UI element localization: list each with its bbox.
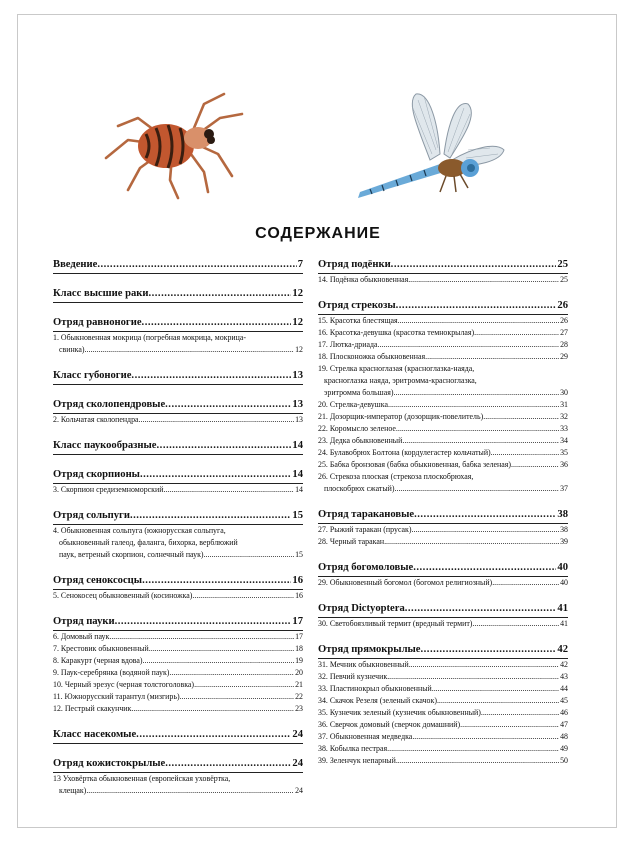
toc-entry[interactable] (318, 315, 568, 327)
toc-entry[interactable] (318, 339, 568, 351)
entry-title: 39. Зеленчук непарный (318, 756, 396, 765)
entry-title-line: 19. Стрелка красноглазая (красноглазка-наяда, (318, 364, 475, 373)
toc-entry[interactable] (318, 618, 568, 630)
dot-leader (432, 683, 559, 695)
page-number: 24 (292, 758, 303, 769)
toc-entry[interactable] (318, 707, 568, 719)
page-number: 20 (295, 668, 303, 677)
page-number: 38 (557, 509, 568, 520)
page-number: 25 (560, 275, 568, 284)
entry-title-line: 26. Стрекоза плоская (стрекоза плоскобрюхая, (318, 472, 474, 481)
entry-title: 20. Стрелка-девушка (318, 400, 388, 409)
toc-section-heading[interactable] (53, 258, 303, 274)
page-number: 12 (292, 317, 303, 328)
section-title: Отряд сеноксосцы (53, 575, 143, 586)
page-number: 38 (560, 525, 568, 534)
section-title: Класс губоногие (53, 370, 132, 381)
dot-leader (165, 757, 291, 770)
dot-leader (149, 643, 294, 655)
toc-entry[interactable] (318, 536, 568, 548)
toc-section-heading[interactable] (53, 439, 303, 455)
page-number: 14 (292, 440, 303, 451)
dot-leader (131, 369, 291, 382)
entry-last-line (53, 785, 303, 797)
toc-section-heading[interactable] (318, 299, 568, 315)
page-number: 17 (292, 616, 303, 627)
toc-section-heading[interactable] (53, 728, 303, 744)
dot-leader (388, 399, 559, 411)
toc-entry[interactable] (318, 411, 568, 423)
dot-leader (109, 631, 294, 643)
toc-entry[interactable] (53, 631, 303, 643)
page-number: 45 (560, 696, 568, 705)
toc-entry[interactable] (318, 683, 568, 695)
entry-title: 9. Паук-серебрянка (водяной паук) (53, 668, 170, 677)
toc-entry[interactable] (318, 577, 568, 589)
dot-leader (85, 344, 295, 356)
dot-leader (402, 435, 559, 447)
dot-leader (393, 387, 559, 399)
dot-leader (472, 618, 559, 630)
entry-title: 31. Мечник обыкновенный (318, 660, 409, 669)
entry-title: 17. Лютка-дриада (318, 340, 378, 349)
dragonfly-illustration (340, 88, 530, 208)
section-title: Отряд сольпуги (53, 510, 130, 521)
section-title: Отряд стрекозы (318, 300, 396, 311)
page-number: 41 (557, 603, 568, 614)
dot-leader (169, 667, 294, 679)
page-number: 28 (560, 340, 568, 349)
dot-leader (481, 707, 559, 719)
page-number: 27 (560, 328, 568, 337)
toc-entry[interactable] (53, 590, 303, 602)
entry-last-line (318, 483, 568, 495)
page-number: 40 (557, 562, 568, 573)
dot-leader (396, 423, 559, 435)
section-title: Класс насекомые (53, 729, 137, 740)
toc-section-heading[interactable] (318, 258, 568, 274)
page-number: 32 (560, 412, 568, 421)
dot-leader (142, 316, 292, 329)
section-title: Отряд прямокрылые (318, 644, 421, 655)
entry-title: 29. Обыкновенный богомол (богомол религиозный) (318, 578, 493, 587)
entry-title: 7. Крестовик обыкновенный (53, 644, 149, 653)
entry-title-line: плоскобрюх сжатый) (324, 484, 395, 493)
toc-entry[interactable] (318, 695, 568, 707)
toc-entry[interactable] (53, 484, 303, 496)
dot-leader (421, 643, 557, 656)
dot-leader (387, 671, 559, 683)
toc-section-heading[interactable] (53, 757, 303, 773)
toc-entry[interactable] (53, 414, 303, 426)
page-number: 42 (560, 660, 568, 669)
page-number: 14 (295, 485, 303, 494)
toc-entry[interactable] (318, 351, 568, 363)
entry-title: 33. Пластинокрыл обыкновенный (318, 684, 432, 693)
toc-left-column (53, 258, 303, 797)
toc-section-heading[interactable] (53, 398, 303, 414)
spider-illustration (92, 88, 252, 200)
entry-title: 8. Каракурт (черная вдова) (53, 656, 143, 665)
dot-leader (474, 327, 559, 339)
section-title: Отряд таракановые (318, 509, 415, 520)
section-title: Отряд кожистокрылые (53, 758, 166, 769)
page-number: 40 (560, 578, 568, 587)
page-number: 31 (560, 400, 568, 409)
toc-entry[interactable] (53, 679, 303, 691)
toc-section-heading[interactable] (53, 287, 303, 303)
entry-title: 24. Булавобрюх Болтона (кордулегастер кольчатый) (318, 448, 491, 457)
page-number: 35 (560, 448, 568, 457)
page-number: 47 (560, 720, 568, 729)
page-number: 24 (292, 729, 303, 740)
entry-title: 16. Красотка-девушка (красотка темнокрылая) (318, 328, 475, 337)
entry-title: 14. Подёнка обыкновенная (318, 275, 409, 284)
toc-entry[interactable] (53, 525, 303, 561)
page-number: 46 (560, 708, 568, 717)
dot-leader (130, 509, 291, 522)
toc-entry[interactable] (318, 435, 568, 447)
page-number: 13 (295, 415, 303, 424)
dot-leader (131, 703, 294, 715)
section-title: Отряд богомоловые (318, 562, 414, 573)
page-number: 48 (560, 732, 568, 741)
entry-title: 38. Кобылка пестрая (318, 744, 388, 753)
entry-title-line: эритромма большая) (324, 388, 394, 397)
page-number: 29 (560, 352, 568, 361)
dot-leader (163, 484, 294, 496)
dot-leader (425, 351, 559, 363)
toc-entry[interactable] (318, 755, 568, 767)
dot-leader (136, 728, 291, 741)
page-number: 19 (295, 656, 303, 665)
dot-leader (492, 577, 559, 589)
entry-title: 3. Скорпион средиземноморский (53, 485, 164, 494)
toc-entry[interactable] (53, 703, 303, 715)
dot-leader (414, 508, 556, 521)
dot-leader (148, 287, 291, 300)
dot-leader (396, 299, 557, 312)
toc-section-heading[interactable] (318, 561, 568, 577)
dot-leader (413, 561, 556, 574)
entry-last-line (53, 549, 303, 561)
dot-leader (409, 659, 559, 671)
entry-title-line: 4. Обыкновенная сольпуга (южнорусская сольпуга, (53, 526, 226, 535)
dot-leader (180, 691, 295, 703)
toc-entry[interactable] (318, 659, 568, 671)
dot-leader (115, 615, 292, 628)
dot-leader (483, 411, 559, 423)
dot-leader (142, 574, 291, 587)
section-title: Отряд подёнки (318, 259, 391, 270)
page-number: 16 (295, 591, 303, 600)
entry-title: 30. Светобоязливый термит (вредный термит) (318, 619, 473, 628)
entry-title: 21. Дозорщик-император (дозорщик-повелитель) (318, 412, 484, 421)
page-number: 26 (557, 300, 568, 311)
toc-entry[interactable] (53, 667, 303, 679)
dot-leader (437, 695, 559, 707)
page-number: 23 (295, 704, 303, 713)
dot-leader (408, 274, 559, 286)
page-number: 25 (557, 259, 568, 270)
entry-title: 15. Красотка блестящая (318, 316, 398, 325)
toc-entry[interactable] (318, 743, 568, 755)
toc-entry[interactable] (318, 459, 568, 471)
page-number: 44 (560, 684, 568, 693)
section-title: Отряд равноногие (53, 317, 142, 328)
page-number: 24 (295, 786, 303, 795)
entry-title: 18. Плосконожка обыкновенная (318, 352, 426, 361)
dot-leader (204, 549, 295, 561)
entry-title-line: 1. Обыкновенная мокрица (погребная мокрица, мокрица- (53, 333, 247, 342)
entry-title: 34. Скачок Резеля (зеленый скачок) (318, 696, 437, 705)
page-number: 43 (560, 672, 568, 681)
section-title: Отряд Dictyoptera (318, 603, 405, 614)
toc-section-heading[interactable] (53, 468, 303, 484)
toc-section-heading[interactable] (53, 316, 303, 332)
page-number: 36 (560, 460, 568, 469)
page-number: 26 (560, 316, 568, 325)
entry-title-line: клещак) (59, 786, 87, 795)
section-title: Класс высшие раки (53, 288, 149, 299)
toc-entry[interactable] (53, 691, 303, 703)
page-number: 15 (295, 550, 303, 559)
page-number: 17 (295, 632, 303, 641)
toc-section-heading[interactable] (318, 602, 568, 618)
page-number: 33 (560, 424, 568, 433)
dot-leader (139, 414, 295, 426)
page-title: СОДЕРЖАНИЕ (255, 225, 381, 242)
dot-leader (387, 743, 559, 755)
dot-leader (97, 258, 296, 271)
toc-section-heading[interactable] (318, 643, 568, 659)
toc-section-heading[interactable] (53, 574, 303, 590)
dot-leader (395, 483, 560, 495)
entry-title: 10. Черный эрезус (черная толстоголовка) (53, 680, 195, 689)
toc-entry[interactable] (318, 671, 568, 683)
entry-title: 22. Коромысло зеленое (318, 424, 396, 433)
page-number: 13 (292, 399, 303, 410)
dot-leader (412, 731, 559, 743)
toc-entry[interactable] (318, 731, 568, 743)
dot-leader (157, 439, 292, 452)
entry-title-line: 13 Уховёртка обыкновенная (европейская уховёртка, (53, 774, 231, 783)
dot-leader (511, 459, 559, 471)
dot-leader (398, 315, 559, 327)
dot-leader (192, 590, 294, 602)
toc-entry[interactable] (53, 643, 303, 655)
entry-title: 5. Сенокосец обыкновенный (косиножка) (53, 591, 193, 600)
entry-title: 2. Кольчатая сколопендра (53, 415, 139, 424)
toc-section-heading[interactable] (318, 508, 568, 524)
dot-leader (405, 602, 557, 615)
toc-entry[interactable] (318, 399, 568, 411)
page-number: 12 (292, 288, 303, 299)
dot-leader (396, 755, 559, 767)
page-number: 15 (292, 510, 303, 521)
toc-entry[interactable] (318, 274, 568, 286)
toc-right-column (318, 258, 568, 767)
entry-title: 37. Обыкновенная медведка (318, 732, 413, 741)
page-number: 13 (292, 370, 303, 381)
toc-entry[interactable] (318, 327, 568, 339)
toc-entry[interactable] (53, 655, 303, 667)
page-number: 41 (560, 619, 568, 628)
page-number: 42 (557, 644, 568, 655)
section-title: Введение (53, 259, 98, 270)
toc-entry[interactable] (318, 719, 568, 731)
page-number: 12 (295, 345, 303, 354)
section-title: Отряд пауки (53, 616, 115, 627)
entry-title: 25. Бабка бронзовая (бабка обыкновенная, бабка зеленая) (318, 460, 512, 469)
entry-title: 23. Дедка обыкновенный (318, 436, 403, 445)
dot-leader (384, 536, 559, 548)
page-number: 21 (295, 680, 303, 689)
dot-leader (165, 398, 291, 411)
toc-entry[interactable] (318, 447, 568, 459)
toc-entry[interactable] (318, 363, 568, 399)
dot-leader (460, 719, 559, 731)
dot-leader (391, 258, 557, 271)
toc-section-heading[interactable] (53, 509, 303, 525)
section-title: Класс паукообразные (53, 440, 157, 451)
dot-leader (491, 447, 559, 459)
entry-last-line (53, 344, 303, 356)
entry-title-line: свинка) (59, 345, 85, 354)
dot-leader (412, 524, 560, 536)
page-number: 16 (292, 575, 303, 586)
page-number: 7 (297, 259, 303, 270)
entry-title: 28. Черный таракан (318, 537, 385, 546)
page-number: 34 (560, 436, 568, 445)
page-number: 37 (560, 484, 568, 493)
toc-section-heading[interactable] (53, 369, 303, 385)
toc-entry[interactable] (53, 332, 303, 356)
toc-entry[interactable] (318, 423, 568, 435)
entry-title-line: паук, ветреный скорпион, солнечный паук) (59, 550, 204, 559)
entry-title: 6. Домовый паук (53, 632, 110, 641)
entry-title: 36. Сверчок домовый (сверчок домашний) (318, 720, 461, 729)
toc-entry[interactable] (53, 773, 303, 797)
page-number: 30 (560, 388, 568, 397)
dot-leader (194, 679, 294, 691)
dot-leader (143, 655, 295, 667)
toc-entry[interactable] (318, 524, 568, 536)
page-number: 39 (560, 537, 568, 546)
dot-leader (86, 785, 294, 797)
entry-title: 27. Рыжий таракан (прусак) (318, 525, 412, 534)
section-title: Отряд сколопендровые (53, 399, 166, 410)
entry-title-line: обыкновенный галеод, фаланга, бихорка, верблюжий (59, 538, 238, 547)
entry-title: 35. Кузнечик зеленый (кузнечик обыкновенный) (318, 708, 481, 717)
toc-section-heading[interactable] (53, 615, 303, 631)
entry-title: 32. Певчий кузнечик (318, 672, 388, 681)
entry-title: 12. Пестрый скакунчик (53, 704, 132, 713)
entry-title: 11. Южнорусский тарантул (мизгирь) (53, 692, 180, 701)
page-number: 50 (560, 756, 568, 765)
section-title: Отряд скорпионы (53, 469, 140, 480)
page-number: 22 (295, 692, 303, 701)
page-number: 14 (292, 469, 303, 480)
entry-last-line (318, 387, 568, 399)
dot-leader (140, 468, 291, 481)
toc-entry[interactable] (318, 471, 568, 495)
entry-title-line: красноглазка наяда, эритромма-красноглазка, (324, 376, 477, 385)
page-number: 18 (295, 644, 303, 653)
page-number: 49 (560, 744, 568, 753)
dot-leader (377, 339, 559, 351)
